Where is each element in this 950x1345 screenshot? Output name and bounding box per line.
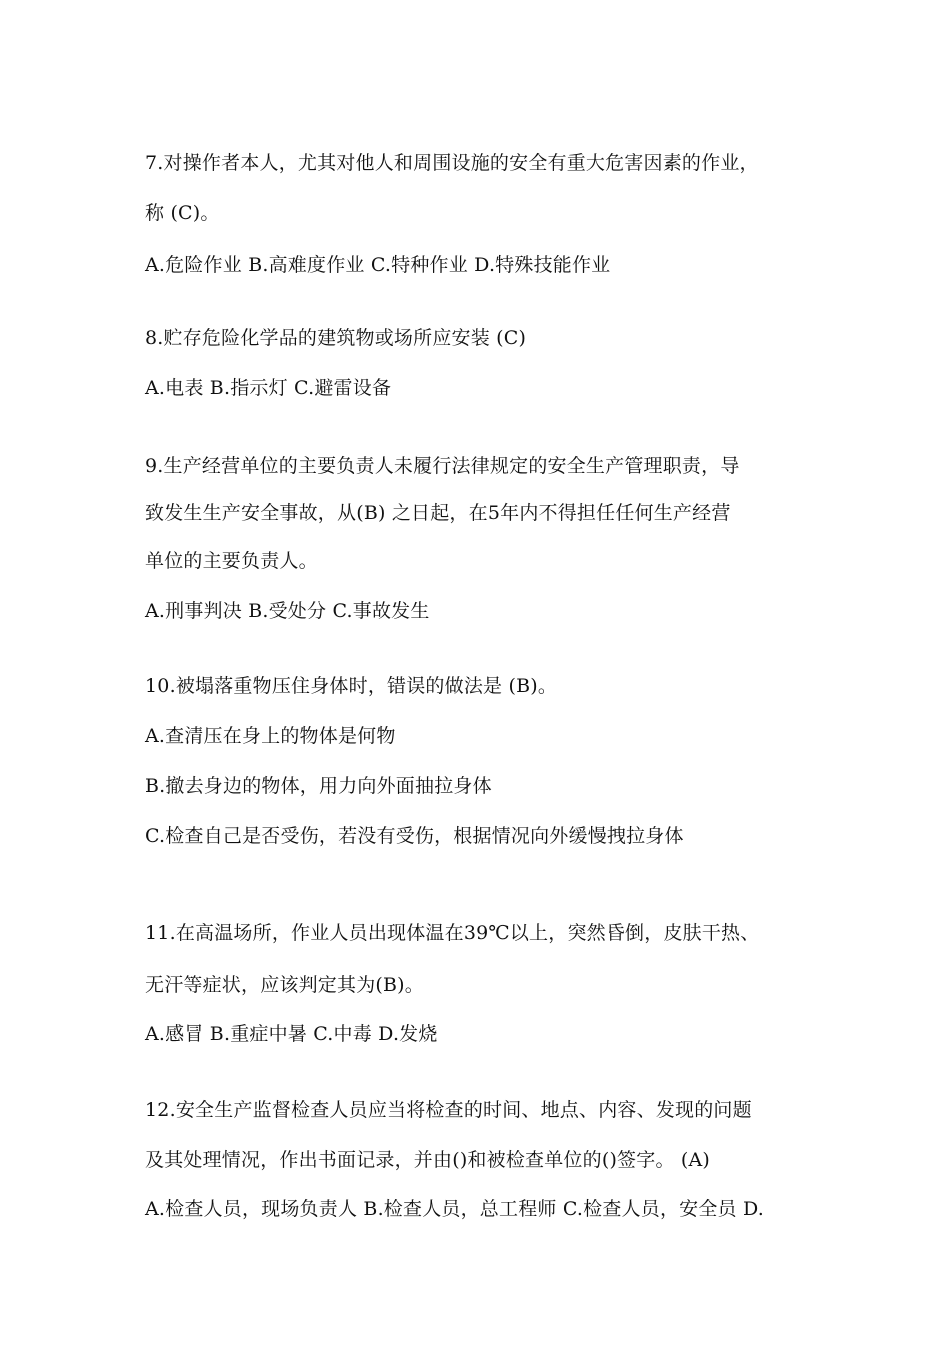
question-7-stem-line-2: 称 (C)。 [145,202,220,224]
question-12-stem-line-2: 及其处理情况，作出书面记录，并由()和被检查单位的()签字。 (A) [145,1149,711,1171]
question-11-stem-line-2: 无汗等症状，应该判定其为(B)。 [145,974,424,996]
question-12-stem-line-1: 12.安全生产监督检查人员应当将检查的时间、地点、内容、发现的问题 [145,1099,752,1121]
question-10-option-b: B.撤去身边的物体，用力向外面抽拉身体 [145,775,492,797]
question-7-options: A.危险作业 B.高难度作业 C.特种作业 D.特殊技能作业 [145,254,611,276]
question-9-stem-line-1: 9.生产经营单位的主要负责人未履行法律规定的安全生产管理职责，导 [145,455,740,477]
question-8-stem-line-1: 8.贮存危险化学品的建筑物或场所应安装 (C) [145,327,527,349]
question-9-stem-line-3: 单位的主要负责人。 [145,550,318,572]
question-10-option-c: C.检查自己是否受伤，若没有受伤，根据情况向外缓慢拽拉身体 [145,825,684,847]
question-8-options: A.电表 B.指示灯 C.避雷设备 [145,377,392,399]
question-10-stem-line-1: 10.被塌落重物压住身体时，错误的做法是 (B)。 [145,675,558,697]
question-9-options: A.刑事判决 B.受处分 C.事故发生 [145,600,430,622]
question-11-stem-line-1: 11.在高温场所，作业人员出现体温在39℃以上，突然昏倒，皮肤干热、 [145,922,760,944]
question-10-option-a: A.查清压在身上的物体是何物 [145,725,396,747]
question-11-options: A.感冒 B.重症中暑 C.中毒 D.发烧 [145,1023,438,1045]
question-12-options: A.检查人员，现场负责人 B.检查人员，总工程师 C.检查人员，安全员 D. [145,1198,764,1220]
question-7-stem-line-1: 7.对操作者本人，尤其对他人和周围设施的安全有重大危害因素的作业， [145,152,759,174]
question-9-stem-line-2: 致发生生产安全事故，从(B) 之日起，在5年内不得担任任何生产经营 [145,502,731,524]
